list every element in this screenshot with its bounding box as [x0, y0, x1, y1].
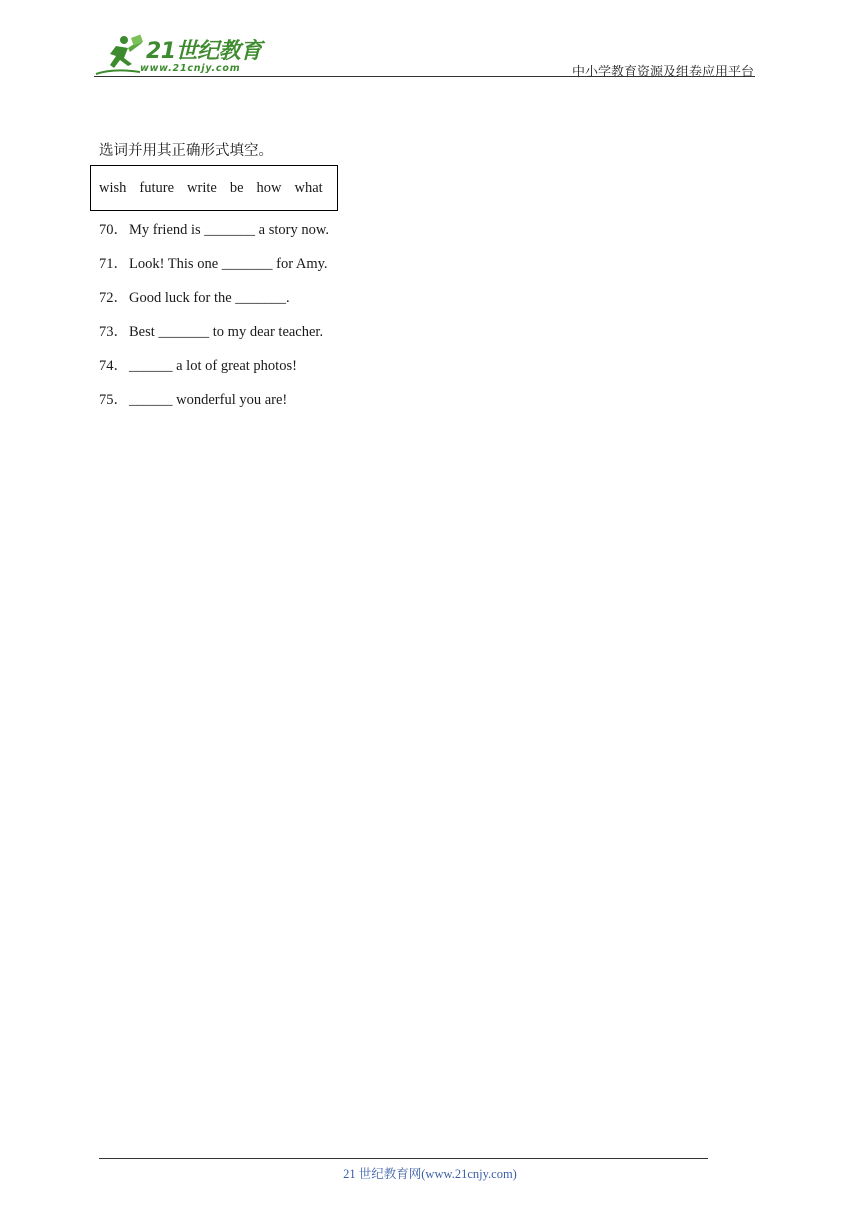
question-text: Look! This one _______ for Amy.: [129, 256, 328, 272]
question-number: 75．: [99, 392, 128, 408]
question-item: [99, 356, 329, 390]
question-number: 73．: [99, 324, 128, 340]
word-bank-item: write: [187, 179, 217, 196]
exercise-instruction: 选词并用其正确形式填空。: [99, 143, 273, 159]
footer-divider: [99, 1158, 708, 1159]
question-text: My friend is _______ a story now.: [129, 222, 330, 238]
site-logo[interactable]: [94, 34, 264, 78]
question-item: [99, 390, 329, 424]
question-text: ______ a lot of great photos!: [129, 358, 297, 374]
question-number: 71．: [99, 256, 128, 272]
question-text: ______ wonderful you are!: [129, 392, 288, 408]
platform-title: 中小学教育资源及组卷应用平台: [571, 65, 754, 80]
footer-link[interactable]: 21 世纪教育网(www.21cnjy.com): [343, 1167, 517, 1181]
question-number: 74．: [99, 358, 128, 374]
word-bank-item: future: [139, 179, 175, 196]
page-header: [0, 0, 860, 90]
word-bank-box: [90, 165, 338, 211]
header-divider: [94, 76, 755, 77]
word-bank-item: wish: [99, 179, 127, 196]
word-bank-item: be: [229, 179, 244, 196]
question-text: Best _______ to my dear teacher.: [129, 324, 324, 340]
logo-text: 21世纪教育: [146, 39, 262, 64]
question-item: [99, 288, 329, 322]
question-text: Good luck for the _______.: [129, 290, 290, 306]
question-item: [99, 322, 329, 356]
question-number: 70．: [99, 222, 128, 238]
question-number: 72．: [99, 290, 128, 306]
word-bank-item: what: [294, 179, 323, 196]
word-bank-item: how: [256, 179, 282, 196]
question-item: [99, 220, 329, 254]
question-list: [99, 220, 329, 424]
logo-url: www.21cnjy.com: [140, 63, 241, 74]
question-item: [99, 254, 329, 288]
runner-logo-icon: [94, 34, 146, 78]
